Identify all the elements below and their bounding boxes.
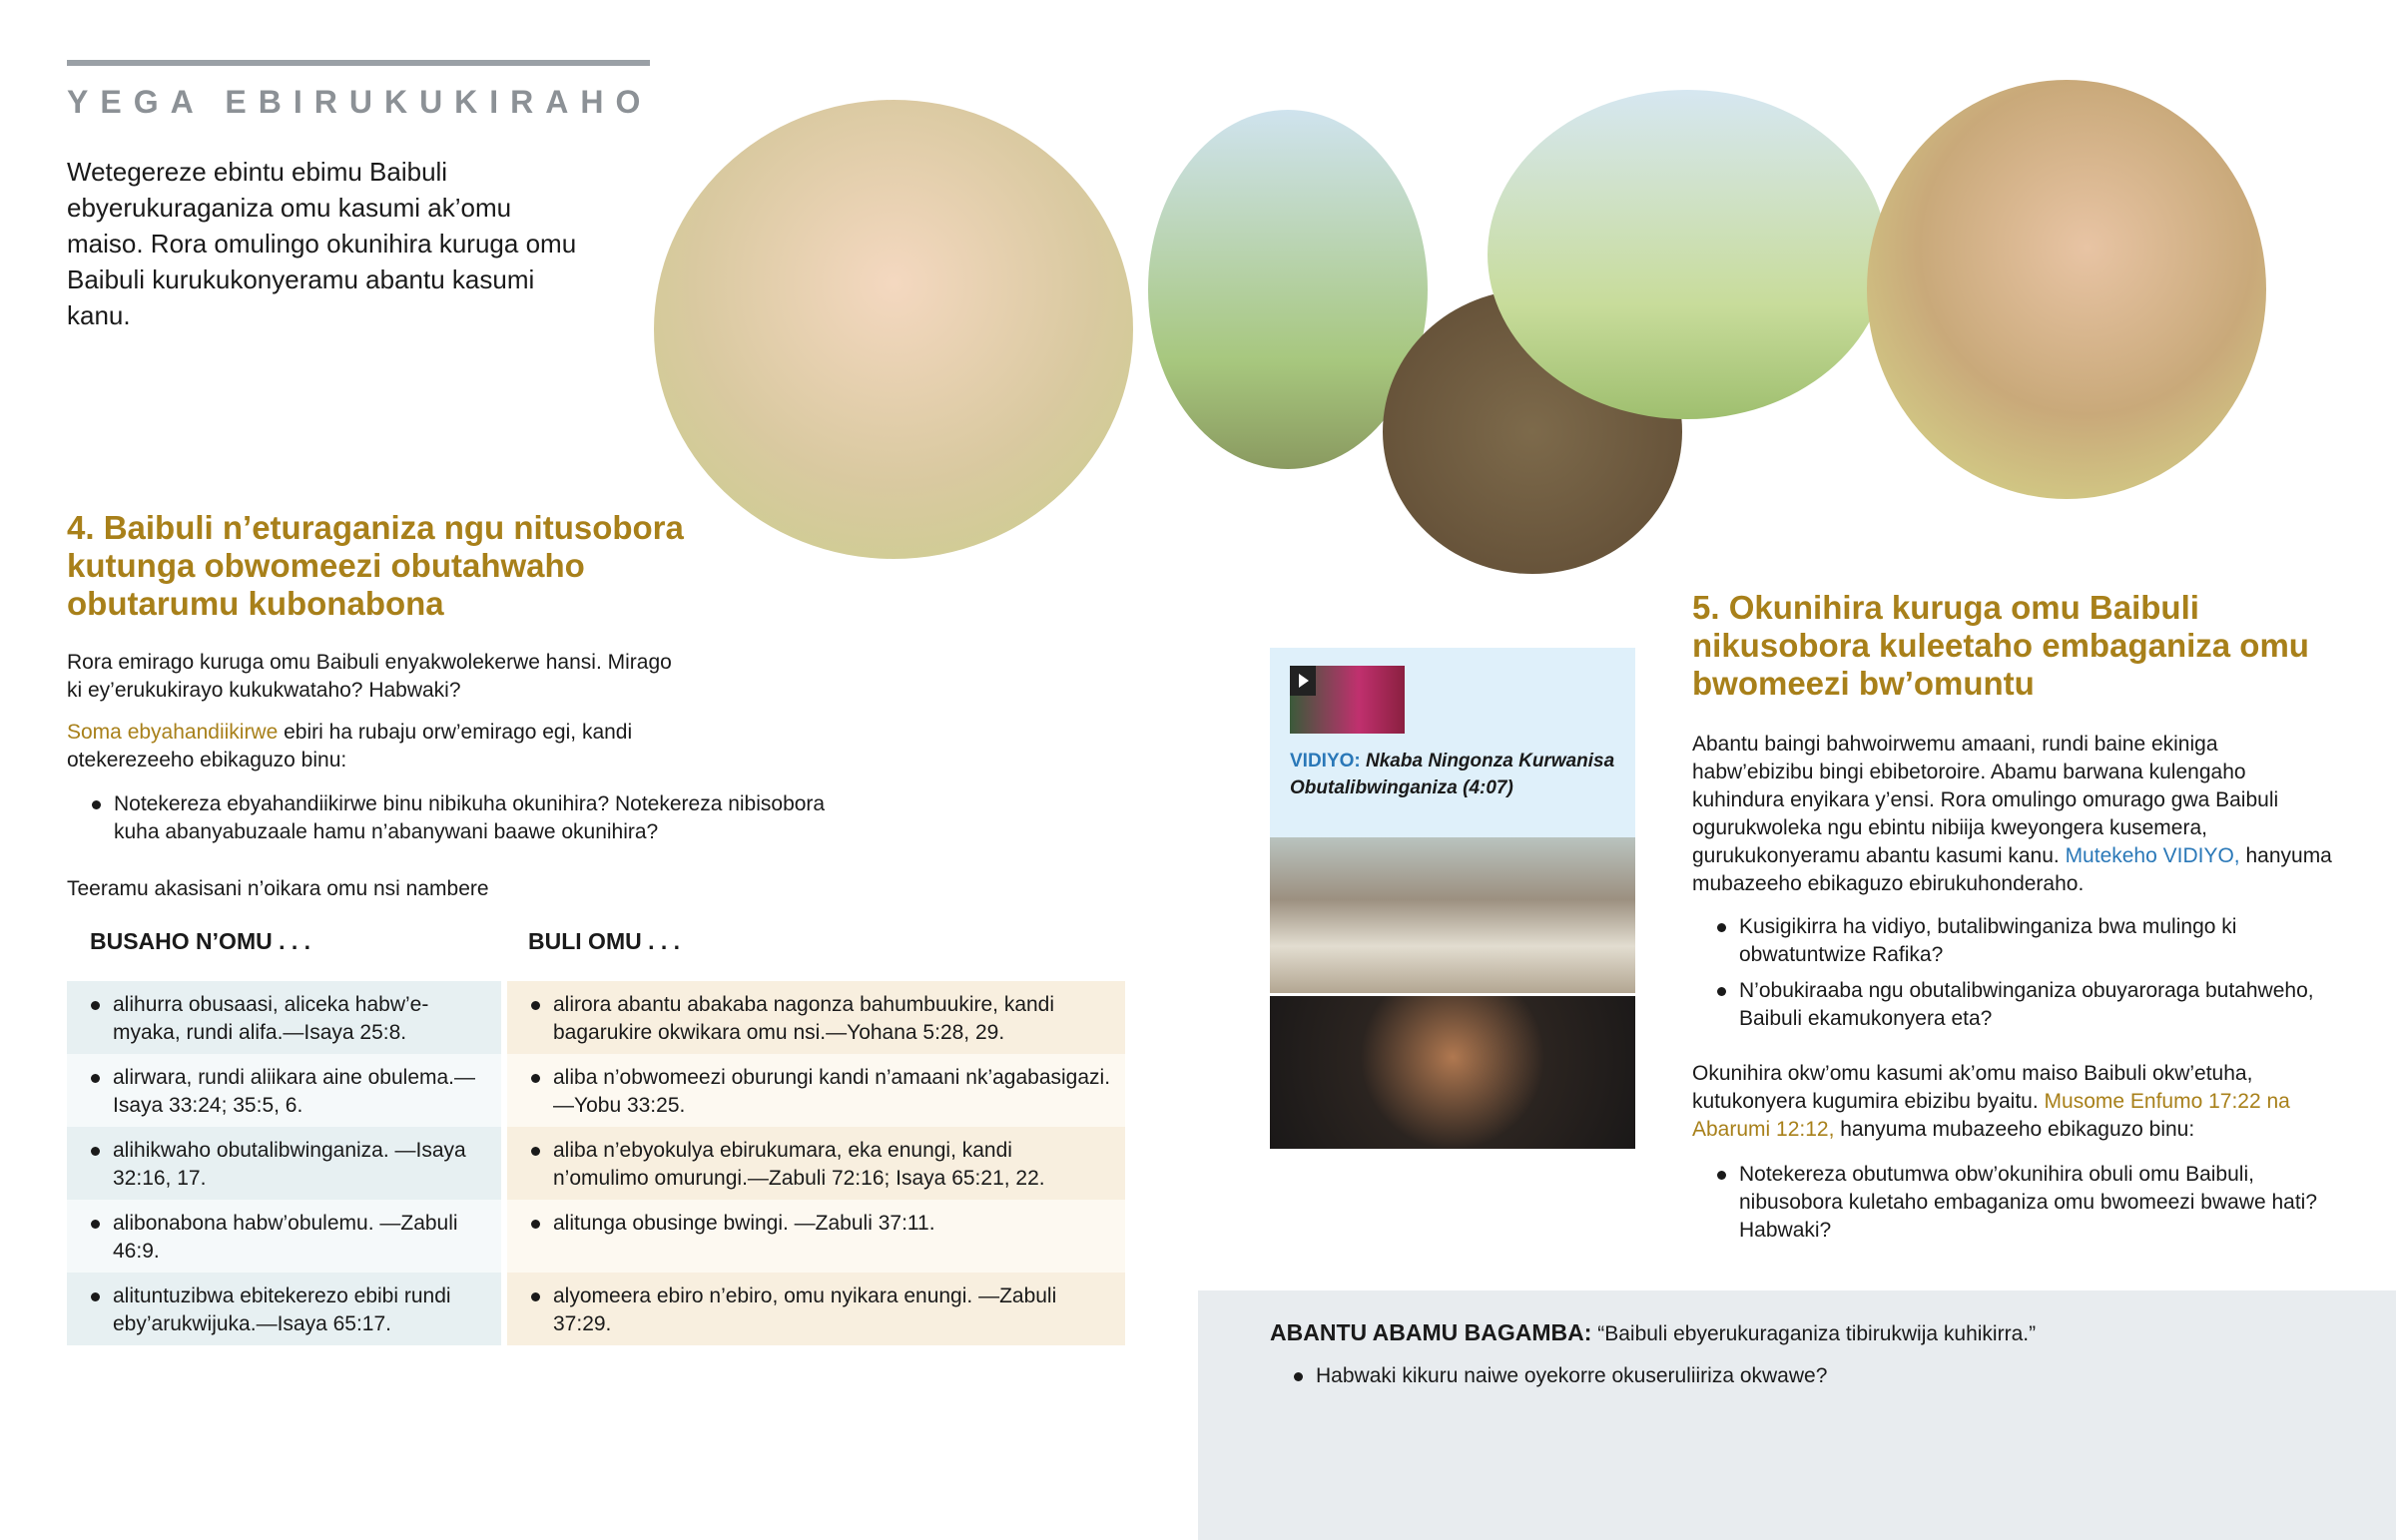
- intro-text: Wetegereze ebintu ebimu Baibuli ebyerukuraganiza omu kasumi ak’omu maiso. Rora omulingo okunihira kuruga omu Baibuli kurukukonyeramu abantu kasumi kanu.: [67, 157, 577, 330]
- table-cell[interactable]: alituntuzibwa ebitekerezo ebibi rundi eby’arukwijuka.—Isaya 65:17.: [89, 1283, 487, 1338]
- video-card[interactable]: [1270, 648, 1635, 837]
- section-4-instructions: Soma ebyahandiikirwe ebiri ha rubaju orw’emirago egi, kandi otekerezeeho ebikaguzo binu:: [67, 721, 633, 771]
- others-say-label: ABANTU ABAMU BAGAMBA:: [1270, 1319, 1592, 1345]
- question-bullet: Habwaki kikuru naiwe oyekorre okuseruliiriza okwawe?: [1292, 1362, 2091, 1390]
- section-4-intro: Rora emirago kuruga omu Baibuli enyakwolekerwe hansi. Mirago ki ey’erukukirayo kukukwataho? Habwaki?: [67, 651, 672, 702]
- promises-table: [67, 981, 1125, 1345]
- video-label: VIDIYO:: [1290, 751, 1361, 771]
- table-row: [67, 1054, 1125, 1127]
- question-bullet: Kusigikirra ha vidiyo, butalibwinganiza bwa mulingo ki obwatuntwize Rafika?: [1715, 913, 2334, 969]
- question-bullet: Notekereza ebyahandiikirwe binu nibikuha okunihira? Notekereza nibisobora kuha abanyabuzaale hamu n’abanywani baawe okunihira?: [90, 790, 849, 846]
- table-row: [67, 981, 1125, 1054]
- table-cell[interactable]: alihurra obusaasi, aliceka habw’e-myaka, rundi alifa.—Isaya 25:8.: [89, 991, 487, 1047]
- watch-video-link[interactable]: Mutekeho VIDIYO,: [2065, 844, 2240, 867]
- section-kicker: YEGA EBIRUKUKIRAHO: [67, 84, 653, 120]
- table-cell[interactable]: alirora abantu abakaba nagonza bahumbuukire, kandi bagarukire okwikara omu nsi.—Yohana 5:28, 29.: [529, 991, 1111, 1047]
- table-row: [67, 1200, 1125, 1273]
- section-5-heading: 5. Okunihira kuruga omu Baibuli nikusobora kuleetaho embaganiza omu bwomeezi bw’omuntu: [1692, 589, 2309, 702]
- table-cell[interactable]: alitunga obusinge bwingi. —Zabuli 37:11.: [529, 1210, 1111, 1238]
- question-bullet: N’obukiraaba ngu obutalibwinganiza obuyaroraga butahweho, Baibuli ekamukonyera eta?: [1715, 977, 2334, 1033]
- scripture-link[interactable]: Soma ebyahandiikirwe: [67, 721, 279, 744]
- column-header-all: BULI OMU . . .: [528, 928, 681, 954]
- table-cell[interactable]: alirwara, rundi aliikara aine obulema.—Isaya 33:24; 35:5, 6.: [89, 1064, 487, 1120]
- play-icon[interactable]: [1290, 666, 1316, 696]
- column-header-none: BUSAHO N’OMU . . .: [90, 928, 311, 954]
- question-bullet: Notekereza obutumwa obw’okunihira obuli omu Baibuli, nibusobora kuletaho embaganiza omu bwomeezi bwawe hati? Habwaki?: [1715, 1161, 2334, 1245]
- video-title[interactable]: Nkaba Ningonza Kurwanisa Obutalibwinganiza (4:07): [1290, 751, 1615, 798]
- section-4-heading: 4. Baibuli n’eturaganiza ngu nitusobora kutunga obwomeezi obutahwaho obutarumu kubonabona: [67, 509, 684, 622]
- table-row: [67, 1273, 1125, 1345]
- table-cell[interactable]: alihikwaho obutalibwinganiza. —Isaya 32:16, 17.: [89, 1137, 487, 1193]
- instruction-text: Teeramu akasisani n’oikara omu nsi nambere: [67, 877, 489, 900]
- table-cell[interactable]: aliba n’ebyokulya ebirukumara, eka enungi, kandi n’omulimo omurungi.—Zabuli 72:16; Isaya 65:21, 22.: [529, 1137, 1111, 1193]
- table-row: [67, 1127, 1125, 1200]
- others-say-quote: “Baibuli ebyerukuraganiza tibirukwija kuhikirra.”: [1591, 1322, 2037, 1345]
- table-cell[interactable]: alibonabona habw’obulemu. —Zabuli 46:9.: [89, 1210, 487, 1266]
- video-still-cotton-field: [1270, 837, 1635, 993]
- table-cell[interactable]: aliba n’obwomeezi oburungi kandi n’amaani nk’agabasigazi.—Yobu 33:25.: [529, 1064, 1111, 1120]
- video-still-smiling-woman: [1270, 996, 1635, 1149]
- top-rule: [67, 60, 650, 66]
- video-thumbnail[interactable]: [1290, 666, 1405, 734]
- table-cell[interactable]: alyomeera ebiro n’ebiro, omu nyikara enungi. —Zabuli 37:29.: [529, 1283, 1111, 1338]
- section-5-para-2: Okunihira okw’omu kasumi ak’omu maiso Baibuli okw’etuha, kutukonyera kugumira ebizibu byaitu. Musome Enfumo 17:22 na Abarumi 12:12, hanyuma mubazeeho ebikaguzo binu:: [1692, 1062, 2290, 1141]
- section-5-para: Abantu baingi bahwoirwemu amaani, rundi baine ekiniga habw’ebizibu bingi ebibetoroire. Abamu barwana kulengaho kuhindura enyikara y’ensi. Rora omulingo omurago gwa Baibuli ogurukwoleka ngu ebintu nibiija kweyongera kusemera, gurukukonyeramu abantu kasumi kanu. Mutekeho VIDIYO, hanyuma mubazeeho ebikaguzo ebirukuhonderaho.: [1692, 733, 2332, 895]
- scripture-link[interactable]: Musome Enfumo 17:22 na Abarumi 12:12,: [1692, 1090, 2290, 1141]
